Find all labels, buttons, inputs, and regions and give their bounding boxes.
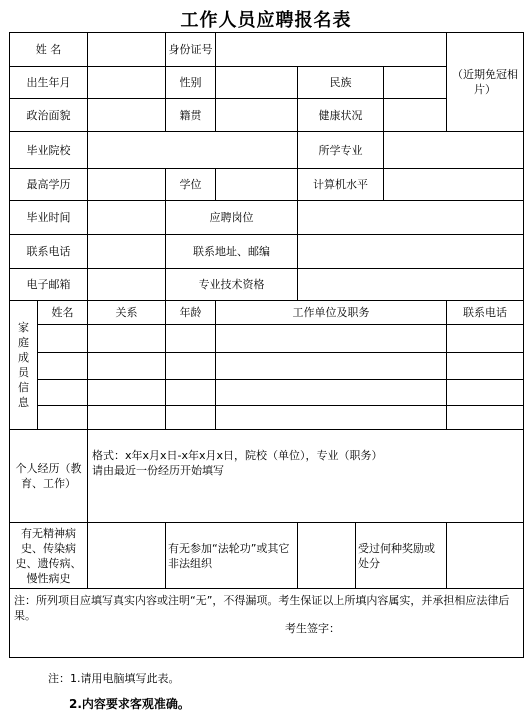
education-input[interactable] xyxy=(88,169,166,201)
position-label: 应聘岗位 xyxy=(166,201,298,235)
resume-format-hint: 格式：x年x月x日-x年x月x日，院校（单位），专业（职务） xyxy=(92,449,383,462)
family-row xyxy=(10,380,524,406)
id-card-label: 身份证号 xyxy=(166,33,216,67)
name-input[interactable] xyxy=(88,33,166,67)
illness-history-label: 有无精神病史、传染病史、遗传病、慢性病史 xyxy=(10,523,88,589)
name-label: 姓 名 xyxy=(10,33,88,67)
family-phone-input[interactable] xyxy=(447,380,524,406)
application-form-table xyxy=(9,32,524,658)
family-phone-input[interactable] xyxy=(447,353,524,380)
family-phone-input[interactable] xyxy=(447,325,524,353)
computer-input[interactable] xyxy=(384,169,524,201)
family-row xyxy=(10,353,524,380)
family-relation-input[interactable] xyxy=(88,325,166,353)
declaration-text: 注：所列项目应填写真实内容或注明“无”，不得漏项。考生保证以上所填内容属实，并承担相应法律后果。 xyxy=(14,594,510,622)
footer-note-1: 注：1.请用电脑填写此表。 xyxy=(48,672,180,685)
resume-order-hint: 请由最近一份经历开始填写 xyxy=(92,464,224,477)
awards-input[interactable] xyxy=(447,523,524,589)
health-input[interactable] xyxy=(384,99,447,132)
degree-label: 学位 xyxy=(166,169,216,201)
health-label: 健康状况 xyxy=(298,99,384,132)
photo-box[interactable]: （近期免冠相片） xyxy=(447,33,524,132)
politics-label: 政治面貌 xyxy=(10,99,88,132)
family-section-text: 家庭成员信息 xyxy=(18,321,29,409)
footer-note-2: 2.内容要求客观准确。 xyxy=(69,697,190,711)
qualification-input[interactable] xyxy=(298,269,524,301)
computer-label: 计算机水平 xyxy=(298,169,384,201)
family-phone-input[interactable] xyxy=(447,406,524,430)
resume-input[interactable] xyxy=(88,430,524,523)
family-relation-input[interactable] xyxy=(88,380,166,406)
birth-label: 出生年月 xyxy=(10,67,88,99)
family-header-relation: 关系 xyxy=(88,301,166,325)
degree-input[interactable] xyxy=(216,169,298,201)
native-place-input[interactable] xyxy=(216,99,298,132)
family-header-phone: 联系电话 xyxy=(447,301,524,325)
birth-input[interactable] xyxy=(88,67,166,99)
declaration-cell[interactable] xyxy=(10,589,524,658)
family-age-input[interactable] xyxy=(166,406,216,430)
family-relation-input[interactable] xyxy=(88,406,166,430)
phone-input[interactable] xyxy=(88,235,166,269)
gender-input[interactable] xyxy=(216,67,298,99)
family-relation-input[interactable] xyxy=(88,353,166,380)
address-label: 联系地址、邮编 xyxy=(166,235,298,269)
family-age-input[interactable] xyxy=(166,380,216,406)
family-age-input[interactable] xyxy=(166,325,216,353)
resume-label: 个人经历（教育、工作） xyxy=(10,430,88,523)
family-section-label xyxy=(10,301,38,430)
family-employer-input[interactable] xyxy=(216,406,447,430)
ethnicity-label: 民族 xyxy=(298,67,384,99)
phone-label: 联系电话 xyxy=(10,235,88,269)
education-label: 最高学历 xyxy=(10,169,88,201)
signature-label: 考生签字： xyxy=(285,622,340,635)
family-employer-input[interactable] xyxy=(216,353,447,380)
family-name-input[interactable] xyxy=(38,325,88,353)
id-card-input[interactable] xyxy=(216,33,447,67)
school-label: 毕业院校 xyxy=(10,132,88,169)
family-header-name: 姓名 xyxy=(38,301,88,325)
email-label: 电子邮箱 xyxy=(10,269,88,301)
gender-label: 性别 xyxy=(166,67,216,99)
awards-label: 受过何种奖励或处分 xyxy=(356,523,447,589)
form-title: 工作人员应聘报名表 xyxy=(180,10,352,31)
address-input[interactable] xyxy=(298,235,524,269)
family-employer-input[interactable] xyxy=(216,325,447,353)
ethnicity-input[interactable] xyxy=(384,67,447,99)
falun-gong-label: 有无参加“法轮功”或其它非法组织 xyxy=(166,523,298,589)
family-age-input[interactable] xyxy=(166,353,216,380)
grad-time-label: 毕业时间 xyxy=(10,201,88,235)
family-employer-input[interactable] xyxy=(216,380,447,406)
major-input[interactable] xyxy=(384,132,524,169)
politics-input[interactable] xyxy=(88,99,166,132)
grad-time-input[interactable] xyxy=(88,201,166,235)
falun-gong-input[interactable] xyxy=(298,523,356,589)
family-header-age: 年龄 xyxy=(166,301,216,325)
major-label: 所学专业 xyxy=(298,132,384,169)
email-input[interactable] xyxy=(88,269,166,301)
family-name-input[interactable] xyxy=(38,353,88,380)
family-header-employer: 工作单位及职务 xyxy=(216,301,447,325)
school-input[interactable] xyxy=(88,132,298,169)
family-row xyxy=(10,406,524,430)
family-row xyxy=(10,325,524,353)
qualification-label: 专业技术资格 xyxy=(166,269,298,301)
position-input[interactable] xyxy=(298,201,524,235)
illness-history-input[interactable] xyxy=(88,523,166,589)
family-name-input[interactable] xyxy=(38,380,88,406)
family-name-input[interactable] xyxy=(38,406,88,430)
native-place-label: 籍贯 xyxy=(166,99,216,132)
